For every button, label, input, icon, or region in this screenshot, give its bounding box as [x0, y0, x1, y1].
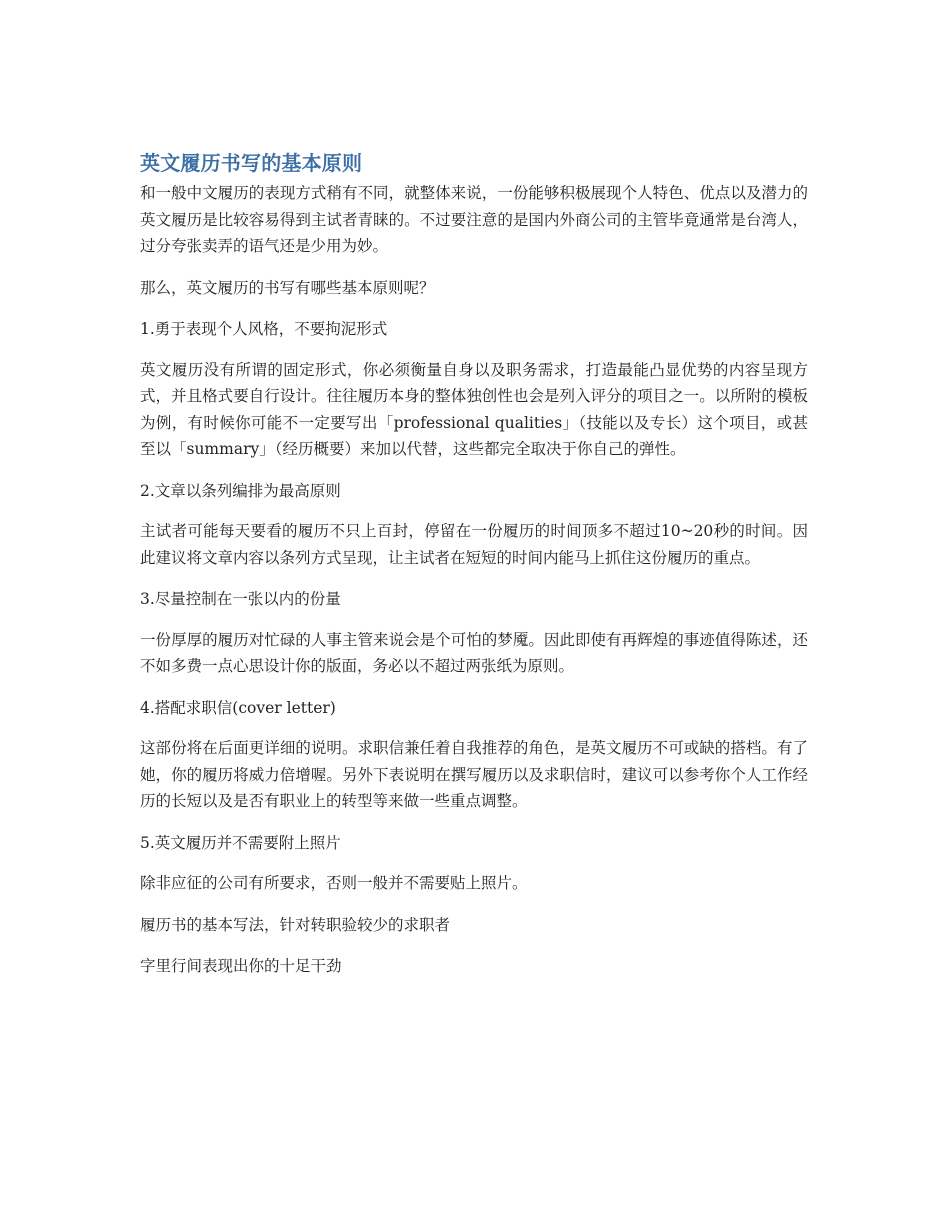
- closing-line-2: 字里行间表现出你的十足干劲: [140, 957, 342, 975]
- section-1-body: 英文履历没有所谓的固定形式，你必须衡量自身以及职务需求，打造最能凸显优势的内容呈现方式，并且格式要自行设计。往往履历本身的整体独创性也会是列入评分的项目之一。以所附的模板为例，有时候你可能不一定要写出「professional qualities」（技能以及专长）这个项目，或甚至以「summary」（经历概要）来加以代替，这些都完全取决于你自己的弹性。: [140, 360, 808, 458]
- section-2-heading: 2.文章以条列编排为最高原则: [140, 481, 341, 500]
- document-title: 英文履历书写的基本原则: [140, 151, 363, 175]
- intro-paragraph: 和一般中文履历的表现方式稍有不同，就整体来说，一份能够积极展现个人特色、优点以及潜力的英文履历是比较容易得到主试者青睐的。不过要注意的是国内外商公司的主管毕竟通常是台湾人，过分夸张卖弄的语气还是少用为妙。: [140, 184, 808, 255]
- section-1-heading: 1.勇于表现个人风格，不要拘泥形式: [140, 320, 388, 338]
- section-3-heading: 3.尽量控制在一张以内的份量: [140, 590, 341, 608]
- section-2-body: 主试者可能每天要看的履历不只上百封，停留在一份履历的时间顶多不超过10~20秒的时间。因此建议将文章内容以条列方式呈现，让主试者在短短的时间内能马上抓住这份履历的重点。: [140, 522, 808, 567]
- question-paragraph: 那么，英文履历的书写有哪些基本原则呢？: [140, 278, 435, 297]
- section-4-heading: 4.搭配求职信(cover letter): [140, 698, 336, 717]
- section-5-body: 除非应征的公司有所要求，否则一般并不需要贴上照片。: [140, 874, 528, 892]
- document-page: [140, 148, 808, 995]
- section-3-body: 一份厚厚的履历对忙碌的人事主管来说会是个可怕的梦魇。因此即使有再辉煌的事迹值得陈述，还不如多费一点心思设计你的版面，务必以不超过两张纸为原则。: [140, 630, 808, 675]
- section-4-body: 这部份将在后面更详细的说明。求职信兼任着自我推荐的角色，是英文履历不可或缺的搭档。有了她，你的履历将威力倍增喔。另外下表说明在撰写履历以及求职信时，建议可以参考你个人工作经历的长短以及是否有职业上的转型等来做一些重点调整。: [140, 739, 808, 810]
- closing-line-1: 履历书的基本写法，针对转职验较少的求职者: [140, 915, 451, 934]
- section-5-heading: 5.英文履历并不需要附上照片: [140, 833, 341, 852]
